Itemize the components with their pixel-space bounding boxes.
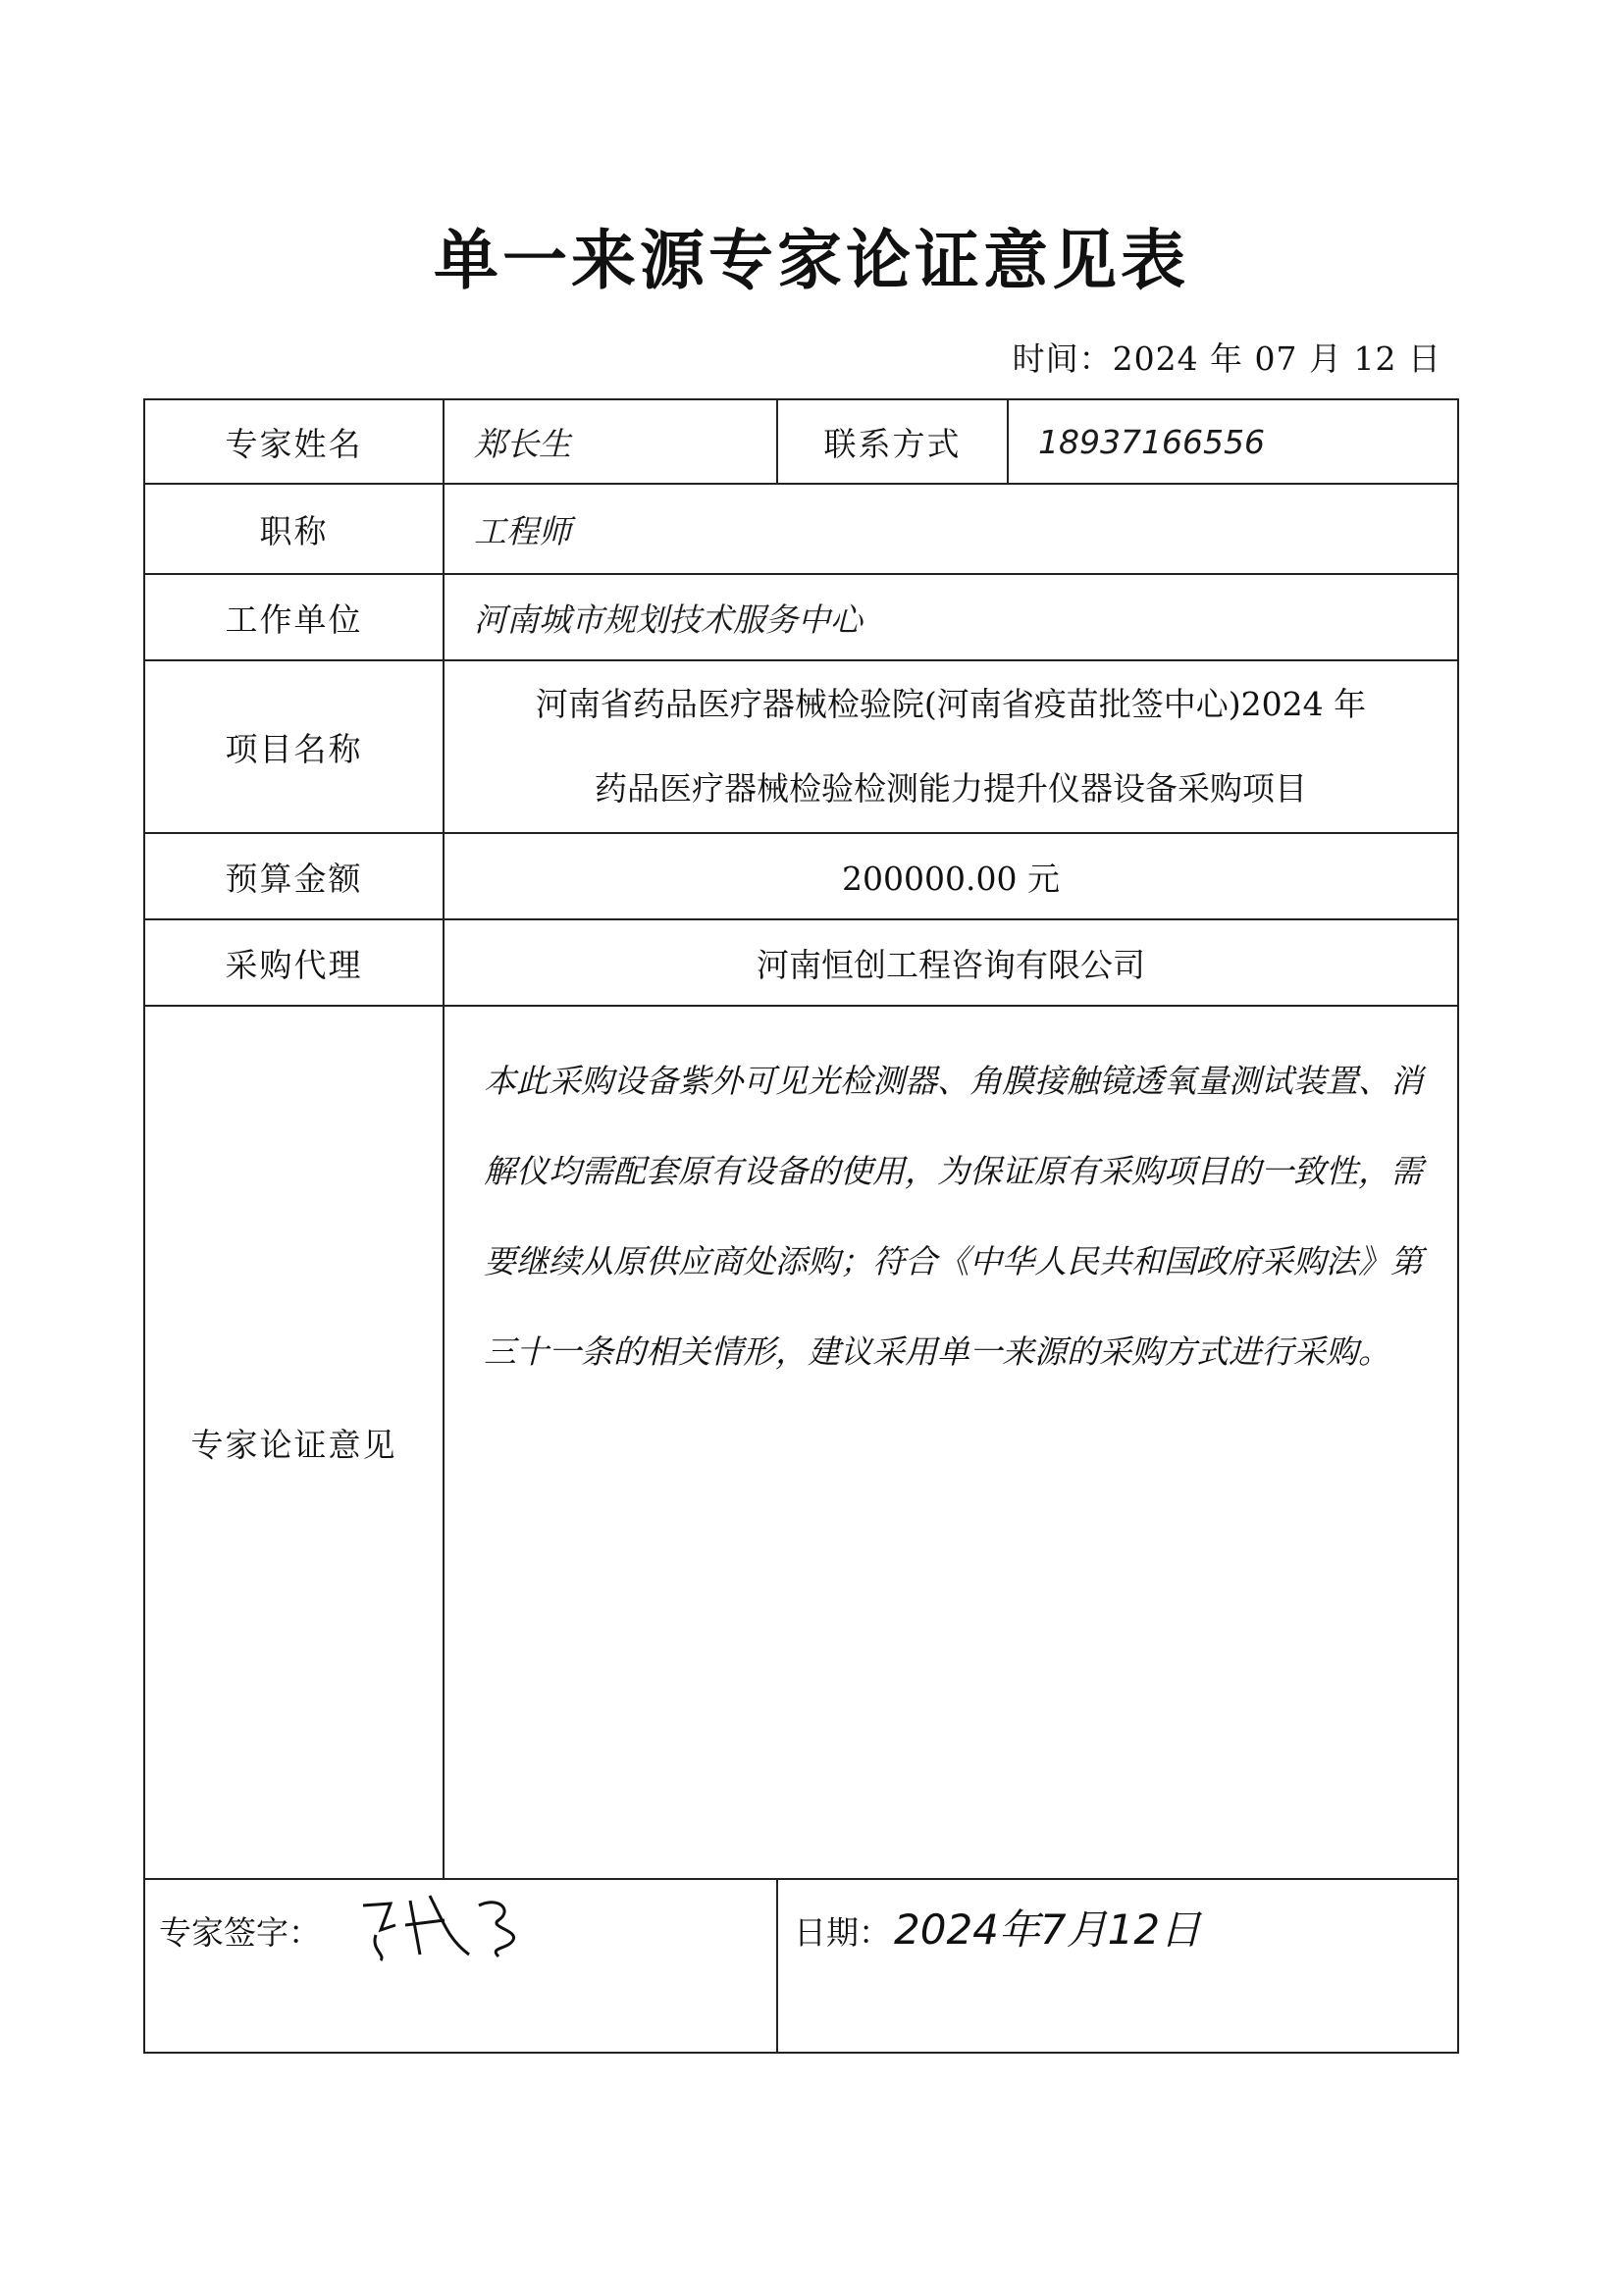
project-name-line-2: 药品医疗器械检验检测能力提升仪器设备采购项目	[595, 769, 1307, 808]
title-rank-label: 职称	[144, 484, 444, 574]
project-name-value	[444, 660, 1458, 833]
project-name-line-1: 河南省药品医疗器械检验院(河南省疫苗批签中心)2024 年	[535, 685, 1367, 723]
title-rank-value: 工程师	[444, 484, 1458, 574]
budget-label: 预算金额	[144, 833, 444, 919]
row-opinion	[144, 1006, 1458, 1879]
contact-label: 联系方式	[777, 399, 1008, 484]
agent-label: 采购代理	[144, 919, 444, 1006]
date-cell	[777, 1879, 1458, 2053]
page-title: 单一来源专家论证意见表	[434, 223, 1189, 298]
opinion-form-table	[143, 398, 1459, 2054]
budget-value: 200000.00 元	[444, 833, 1458, 919]
expert-name-label: 专家姓名	[144, 399, 444, 484]
row-work-unit	[144, 574, 1458, 660]
contact-value: 18937166556	[1008, 399, 1458, 484]
date-handwritten: 2024年7月12日	[894, 1905, 1202, 1954]
row-budget	[144, 833, 1458, 919]
work-unit-label: 工作单位	[144, 574, 444, 660]
opinion-label: 专家论证意见	[144, 1006, 444, 1879]
row-agent	[144, 919, 1458, 1006]
work-unit-value: 河南城市规划技术服务中心	[444, 574, 1458, 660]
handwritten-signature	[351, 1886, 577, 1964]
expert-name-value: 郑长生	[444, 399, 777, 484]
row-project-name	[144, 660, 1458, 833]
date-line: 时间：2024 年 07 月 12 日	[1012, 339, 1441, 378]
project-name-label: 项目名称	[144, 660, 444, 833]
row-expert-name	[144, 399, 1458, 484]
signature-cell	[144, 1879, 777, 2053]
opinion-text: 本此采购设备紫外可见光检测器、角膜接触镜透氧量测试装置、消解仪均需配套原有设备的使用，为保证原有采购项目的一致性，需要继续从原供应商处添购；符合《中华人民共和国政府采购法》第三十一条的相关情形，建议采用单一来源的采购方式进行采购。	[444, 1006, 1458, 1879]
date-label: 日期：	[794, 1913, 891, 1952]
signature-label: 专家签字：	[159, 1913, 321, 1952]
row-signature	[144, 1879, 1458, 2053]
agent-value: 河南恒创工程咨询有限公司	[444, 919, 1458, 1006]
row-title-rank	[144, 484, 1458, 574]
